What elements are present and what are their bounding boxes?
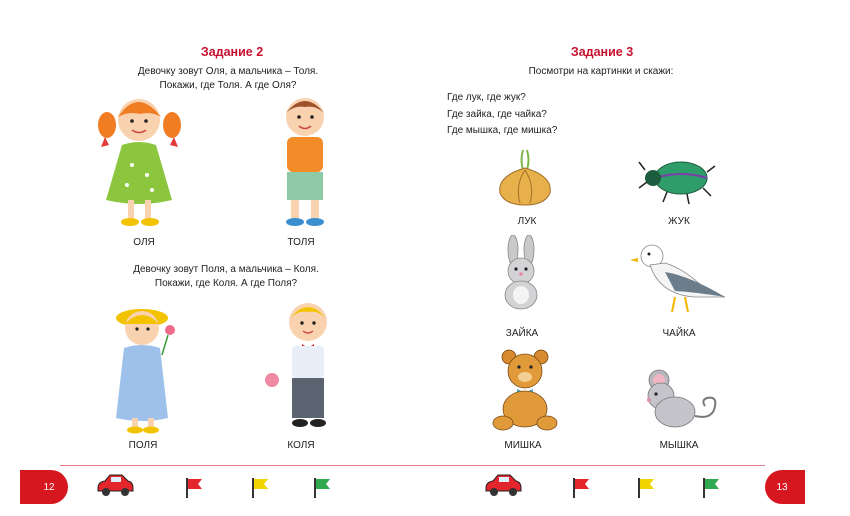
car-icon: [95, 472, 135, 498]
instruction-line: Покажи, где Толя. А где Оля?: [159, 79, 297, 91]
caption-mishka: МИШКА: [504, 440, 542, 451]
beetle-illustration: [637, 150, 717, 205]
onion-illustration: [495, 148, 555, 208]
task-2-instruction-1: [138, 65, 318, 92]
caption-tolya: ТОЛЯ: [287, 237, 315, 248]
bunny-illustration: [491, 235, 551, 315]
caption-myshka: МЫШКА: [659, 440, 699, 451]
green-flag-icon: [311, 476, 335, 500]
task-3-instruction: Посмотри на картинки и скажи:: [528, 66, 674, 77]
yellow-flag-icon: [635, 476, 659, 500]
question-line: Где зайка, где чайка?: [447, 108, 547, 120]
page-number-tab: 12: [20, 470, 68, 504]
instruction-line: Покажи, где Коля. А где Поля?: [154, 277, 298, 289]
instruction-line: Девочку зовут Поля, а мальчика – Коля.: [133, 264, 319, 275]
question-line: Где мышка, где мишка?: [447, 125, 558, 136]
teddy-bear-illustration: [491, 347, 561, 432]
caption-chaika: ЧАЙКА: [662, 328, 696, 339]
task-2-instruction-2: [133, 263, 319, 290]
red-flag-icon: [183, 476, 207, 500]
car-icon: [483, 472, 523, 498]
seagull-illustration: [630, 240, 730, 315]
tolya-illustration: [275, 95, 335, 230]
caption-polya: ПОЛЯ: [128, 440, 158, 451]
footer-divider: [60, 465, 425, 466]
olya-illustration: [92, 95, 187, 230]
task-3-title: Задание 3: [570, 45, 634, 59]
right-page: [425, 0, 850, 516]
page-number-tab: 13: [765, 470, 805, 504]
caption-zhuk: ЖУК: [668, 216, 690, 227]
green-flag-icon: [700, 476, 724, 500]
polya-illustration: [110, 300, 190, 435]
task-3-questions: [447, 90, 557, 140]
instruction-line: Девочку зовут Оля, а мальчика – Толя.: [137, 66, 319, 77]
footer-divider: [425, 465, 765, 466]
kolya-illustration: [262, 300, 342, 435]
caption-olya: ОЛЯ: [133, 237, 155, 248]
red-flag-icon: [570, 476, 594, 500]
caption-kolya: КОЛЯ: [287, 440, 315, 451]
caption-zaika: ЗАЙКА: [505, 328, 539, 339]
question-line: Где лук, где жук?: [447, 92, 526, 103]
yellow-flag-icon: [249, 476, 273, 500]
mouse-illustration: [637, 368, 727, 433]
task-2-title: Задание 2: [200, 45, 264, 59]
caption-luk: ЛУК: [517, 216, 537, 227]
